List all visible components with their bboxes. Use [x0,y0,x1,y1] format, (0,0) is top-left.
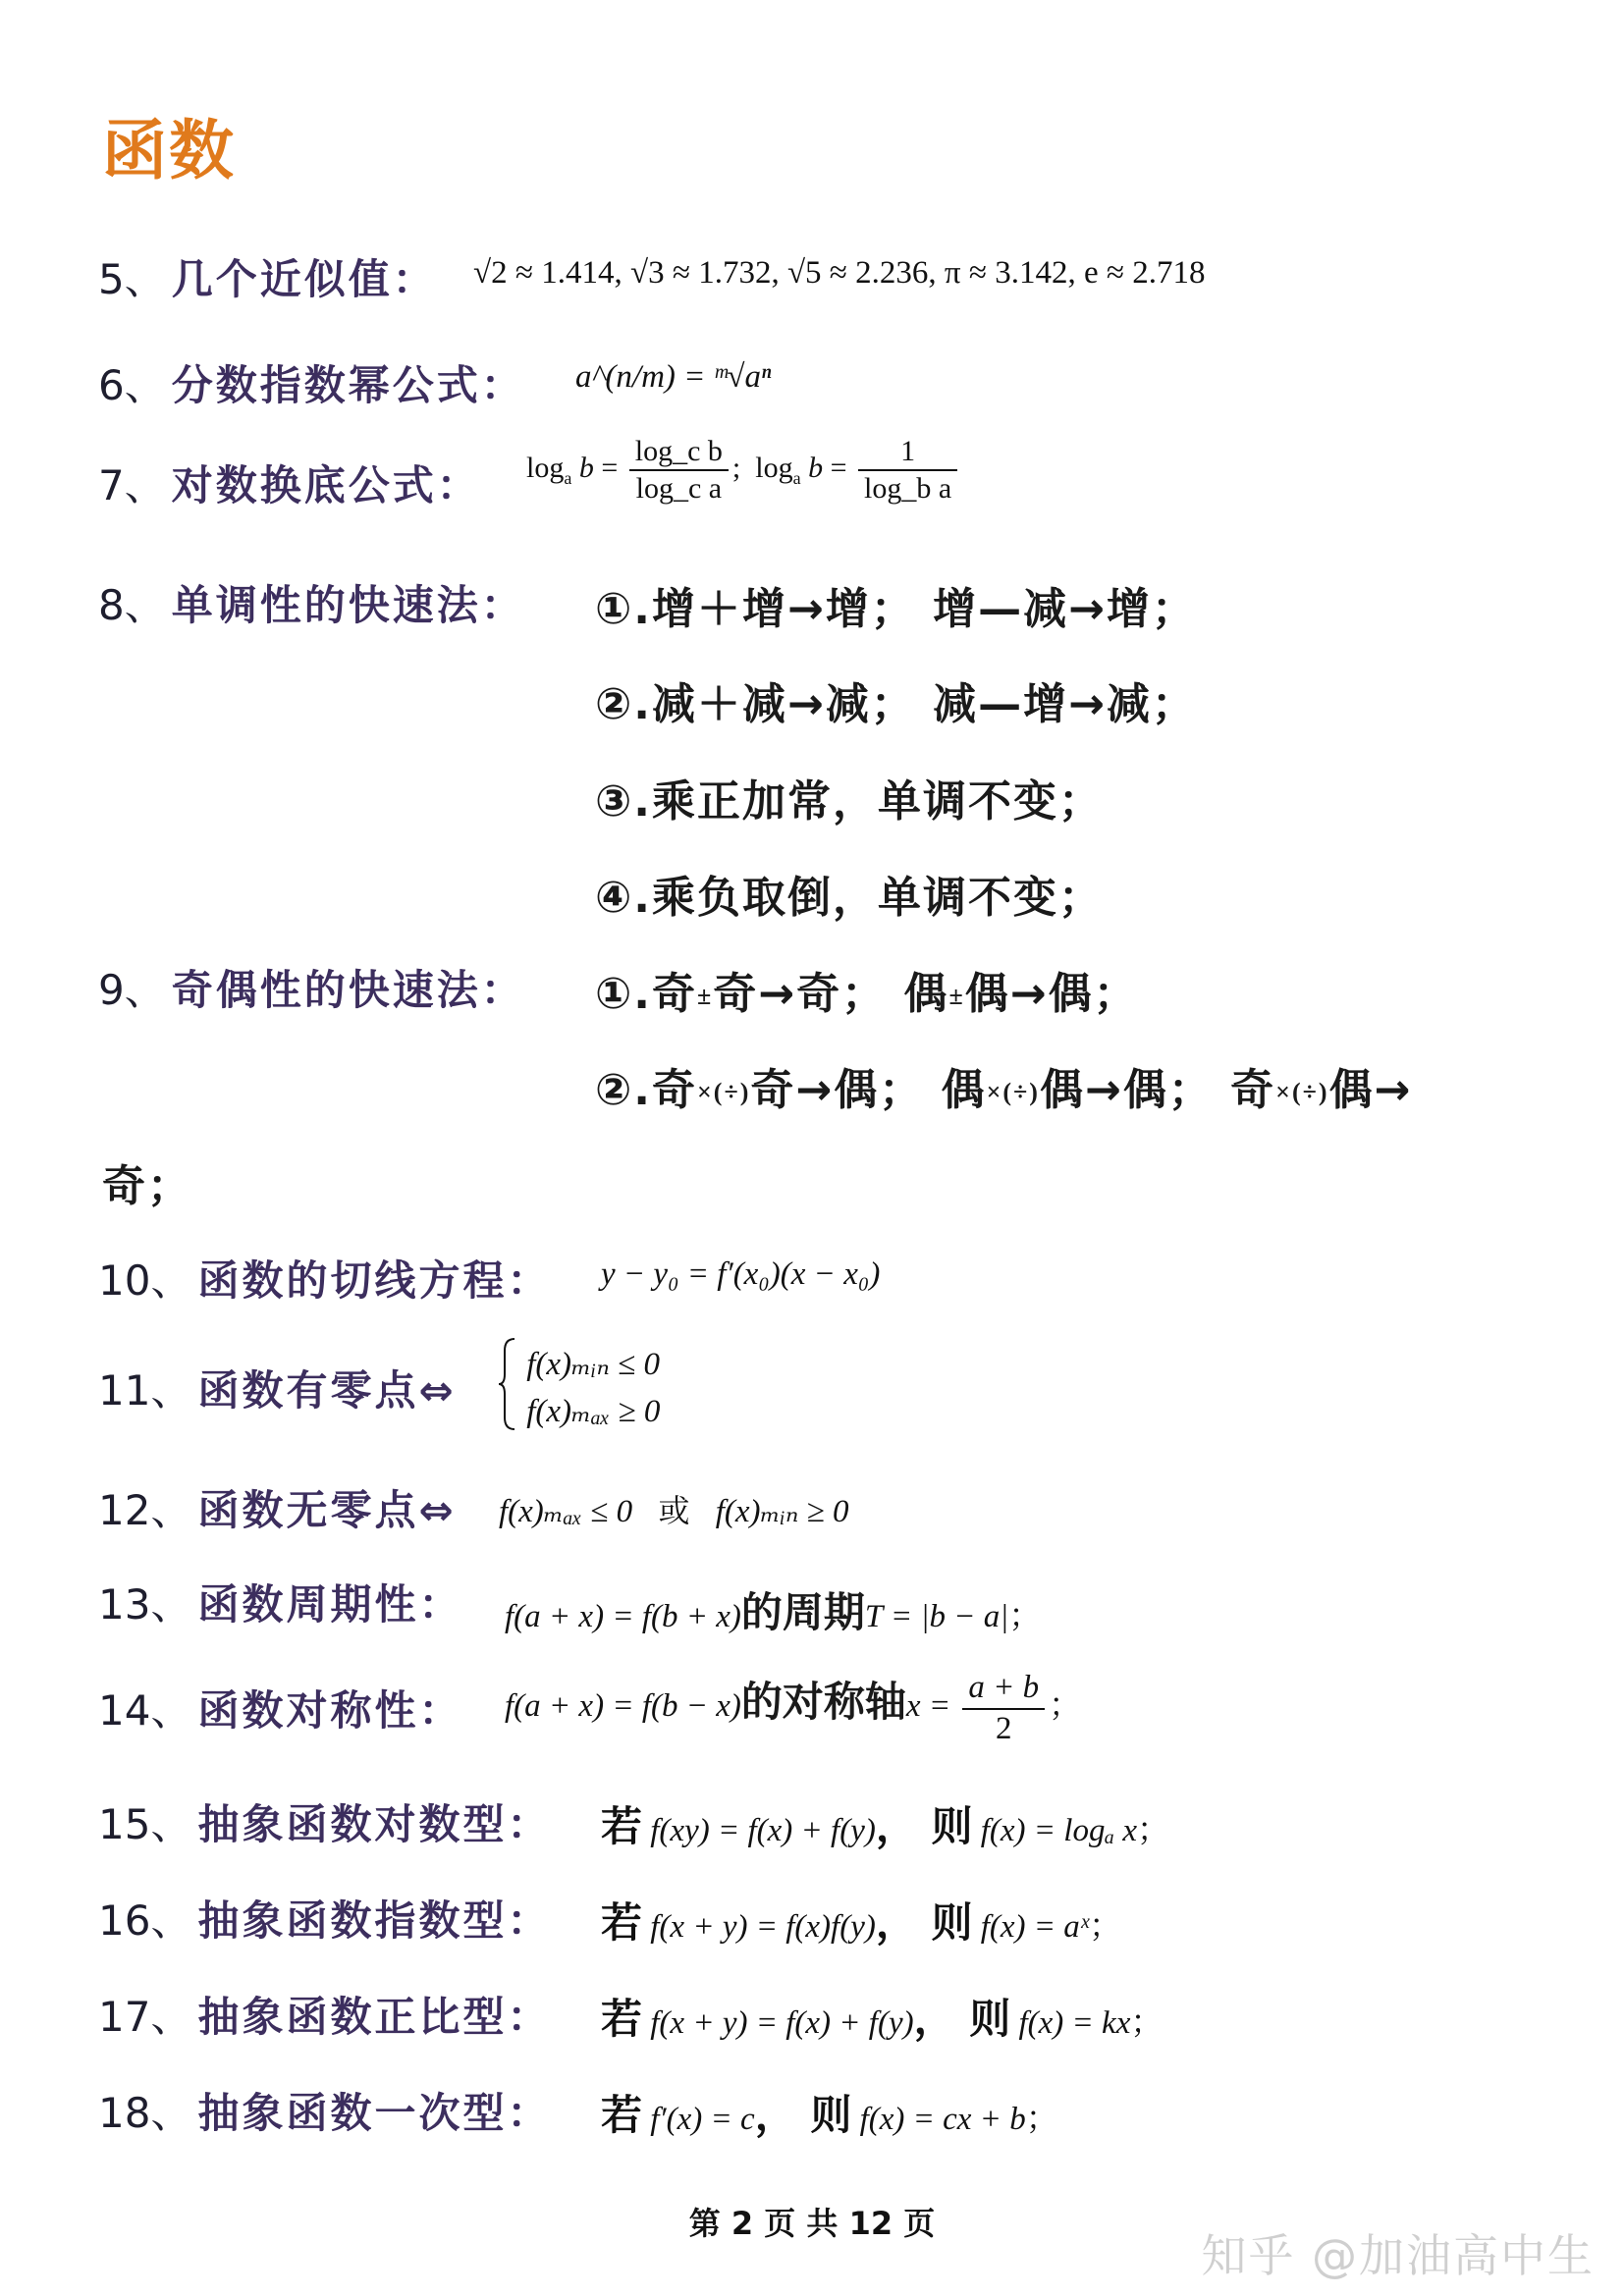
item-16-label: 16、 抽象函数指数型： [98,1896,552,1945]
item-12-label: 12、 函数无零点⇔ [98,1486,457,1534]
monotonic-rule-1: ①.增＋增→增； 增—减→增； [595,584,1198,634]
item-11-formula [499,1337,660,1440]
case-max: f(x)ₘₐₓ ≥ 0 [526,1393,661,1429]
parity-rule-1: ①.奇±奇→奇； 偶±偶→偶； [595,969,1139,1019]
item-number: 18、 [98,2089,192,2137]
item-6-label: 6、 分数指数幂公式： [98,361,525,409]
item-number: 17、 [98,1993,192,2041]
item-number: 5、 [98,255,166,303]
item-13-formula: f(a + x) = f(b + x)的周期T = |b − a|； [505,1588,1042,1636]
left-brace [499,1337,518,1440]
monotonic-rule-2: ②.减＋减→减； 减—增→减； [595,679,1198,729]
fraction: $\frac{1}{\text{log\_b a}}$ [858,434,957,507]
item-number: 6、 [98,361,166,409]
item-14-formula: f(a + x) = f(b − x)的对称轴x = $\frac{a + b}{2}$ ； [505,1669,1081,1748]
page-title: 函数 [102,113,236,188]
item-13-label: 13、 函数周期性： [98,1580,463,1629]
item-12-formula: f(x)ₘₐₓ ≤ 0 或 f(x)ₘᵢₙ ≥ 0 [499,1492,849,1529]
fraction: $\frac{a + b}{2}$ [962,1669,1045,1748]
item-number: 8、 [98,581,166,629]
parity-rule-2: ②.奇×(÷)奇→偶； 偶×(÷)偶→偶； 奇×(÷)偶→ [595,1065,1413,1115]
watermark: 知乎 @加油高中生 [1201,2229,1595,2282]
item-14-label: 14、 函数对称性： [98,1686,463,1735]
item-10-formula: y − y₀ = f′(x₀)(x − x₀) [601,1256,881,1292]
item-6-formula: a^(n/m) = ᵐ√aⁿ [575,359,772,395]
page-number: 第 2 页 共 12 页 [688,2205,936,2242]
item-5-label: 5、 几个近似值： [98,255,437,303]
item-number: 9、 [98,966,166,1014]
item-5-formula: √2 ≈ 1.414, √3 ≈ 1.732, √5 ≈ 2.236, π ≈ 3.142, e ≈ 2.718 [473,255,1206,291]
item-17-label: 17、 抽象函数正比型： [98,1993,552,2041]
item-7-label: 7、 对数换底公式： [98,461,481,509]
parity-rule-2-continuation: 奇； [102,1161,192,1211]
item-15-label: 15、 抽象函数对数型： [98,1800,552,1848]
case-min: f(x)ₘᵢₙ ≤ 0 [526,1346,660,1382]
item-17-formula: 若 f(x + y) = f(x) + f(y)， 则 f(x) = kx； [601,1995,1164,2043]
item-11-label: 11、 函数有零点⇔ [98,1366,457,1415]
item-number: 13、 [98,1580,192,1629]
monotonic-rule-4: ④.乘负取倒，单调不变； [595,873,1104,923]
fraction: $\frac{\text{log\_c b}}{\text{log\_c a}}$ [629,434,729,507]
monotonic-rule-3: ③.乘正加常，单调不变； [595,776,1104,827]
item-7-formula: $\log_a b$ = $\frac{\text{log\_c b}}{\text{log\_c a}}$ ; $\log_a b$ = $\frac{1}{\text{log\_b a}}$ [526,434,961,507]
item-10-label: 10、 函数的切线方程： [98,1256,552,1305]
item-number: 15、 [98,1800,192,1848]
item-18-formula: 若 f′(x) = c， 则 f(x) = cx + b； [601,2091,1058,2139]
item-16-formula: 若 f(x + y) = f(x)f(y)， 则 f(x) = aˣ； [601,1898,1122,1947]
item-number: 7、 [98,461,166,509]
item-number: 12、 [98,1486,192,1534]
item-number: 11、 [98,1366,192,1415]
item-18-label: 18、 抽象函数一次型： [98,2089,552,2137]
item-number: 10、 [98,1256,192,1305]
item-15-formula: 若 f(xy) = f(x) + f(y)， 则 f(x) = logₐ x； [601,1802,1169,1850]
item-number: 16、 [98,1896,192,1945]
item-number: 14、 [98,1686,192,1735]
item-8-label: 8、 单调性的快速法： [98,581,525,629]
item-9-label: 9、 奇偶性的快速法： [98,966,525,1014]
